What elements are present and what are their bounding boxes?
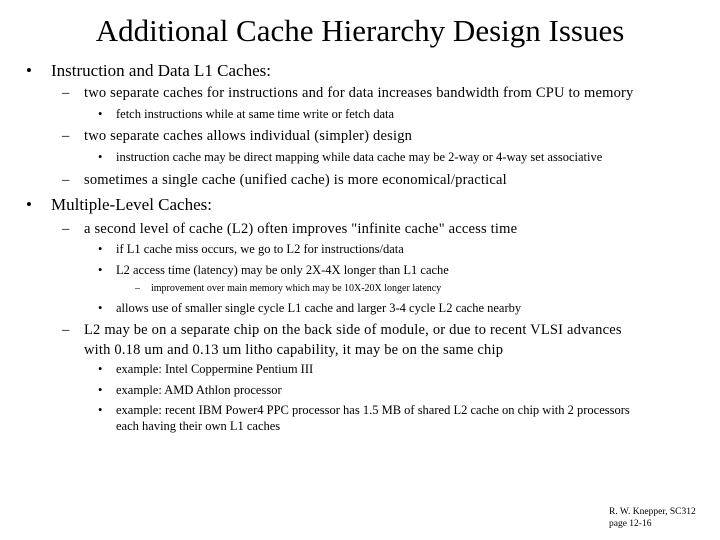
sub-item-text: example: Intel Coppermine Pentium III	[116, 362, 314, 376]
bullet-marker: •	[26, 195, 32, 214]
sub-item-text: example: AMD Athlon processor	[116, 383, 282, 397]
sub-sub-item-text: improvement over main memory which may be 10X-20X longer latency	[151, 283, 442, 294]
footer-author: R. W. Knepper, SC312	[609, 507, 696, 517]
list-item-continuation	[84, 341, 503, 360]
bullet-marker: •	[26, 61, 32, 80]
list-item-text: L2 may be on a separate chip on the back side of module, or due to recent VLSI advances	[84, 322, 622, 338]
sub-item-text: instruction cache may be direct mapping while data cache may be 2-way or 4-way set associative	[116, 150, 603, 164]
small-bullet: •	[98, 263, 103, 277]
list-item-text: with 0.18 um and 0.13 um litho capability, it may be on the same chip	[84, 342, 504, 358]
small-bullet: •	[98, 107, 103, 121]
sub-item-text: L2 access time (latency) may be only 2X-4X longer than L1 cache	[116, 263, 449, 277]
sub-item	[98, 402, 658, 442]
list-item-text: two separate caches allows individual (simpler) design	[84, 128, 413, 144]
slide-title: Additional Cache Hierarchy Design Issues	[95, 13, 625, 48]
dash-marker: –	[62, 172, 70, 188]
small-bullet: •	[98, 362, 103, 376]
list-item-text: two separate caches for instructions and for data increases bandwidth from CPU to memory	[84, 85, 634, 101]
list-item-text: a second level of cache (L2) often improves "infinite cache" access time	[84, 221, 518, 237]
small-bullet: •	[98, 403, 103, 417]
dash-marker: –	[62, 221, 70, 237]
sub-item-text: allows use of smaller single cycle L1 cache and larger 3-4 cycle L2 cache nearby	[116, 301, 522, 315]
small-bullet: •	[98, 383, 103, 397]
small-bullet: •	[98, 150, 103, 164]
dash-marker: –	[135, 283, 140, 294]
section-heading: Multiple-Level Caches:	[51, 195, 212, 214]
small-bullet: •	[98, 301, 103, 315]
sub-item-text: if L1 cache miss occurs, we go to L2 for instructions/data	[116, 242, 404, 256]
small-bullet: •	[98, 242, 103, 256]
list-item-text: sometimes a single cache (unified cache) is more economical/practical	[84, 172, 507, 188]
footer-page-number: page 12-16	[609, 519, 652, 529]
slide-footer	[609, 506, 696, 530]
dash-marker: –	[62, 85, 70, 101]
section-heading: Instruction and Data L1 Caches:	[51, 61, 271, 80]
dash-marker: –	[62, 128, 70, 144]
dash-marker: –	[62, 322, 70, 338]
sub-item-text: example: recent IBM Power4 PPC processor has 1.5 MB of shared L2 cache on chip with 2 processors each having their own L1 caches	[116, 403, 630, 433]
sub-item-text: fetch instructions while at same time write or fetch data	[116, 107, 395, 121]
